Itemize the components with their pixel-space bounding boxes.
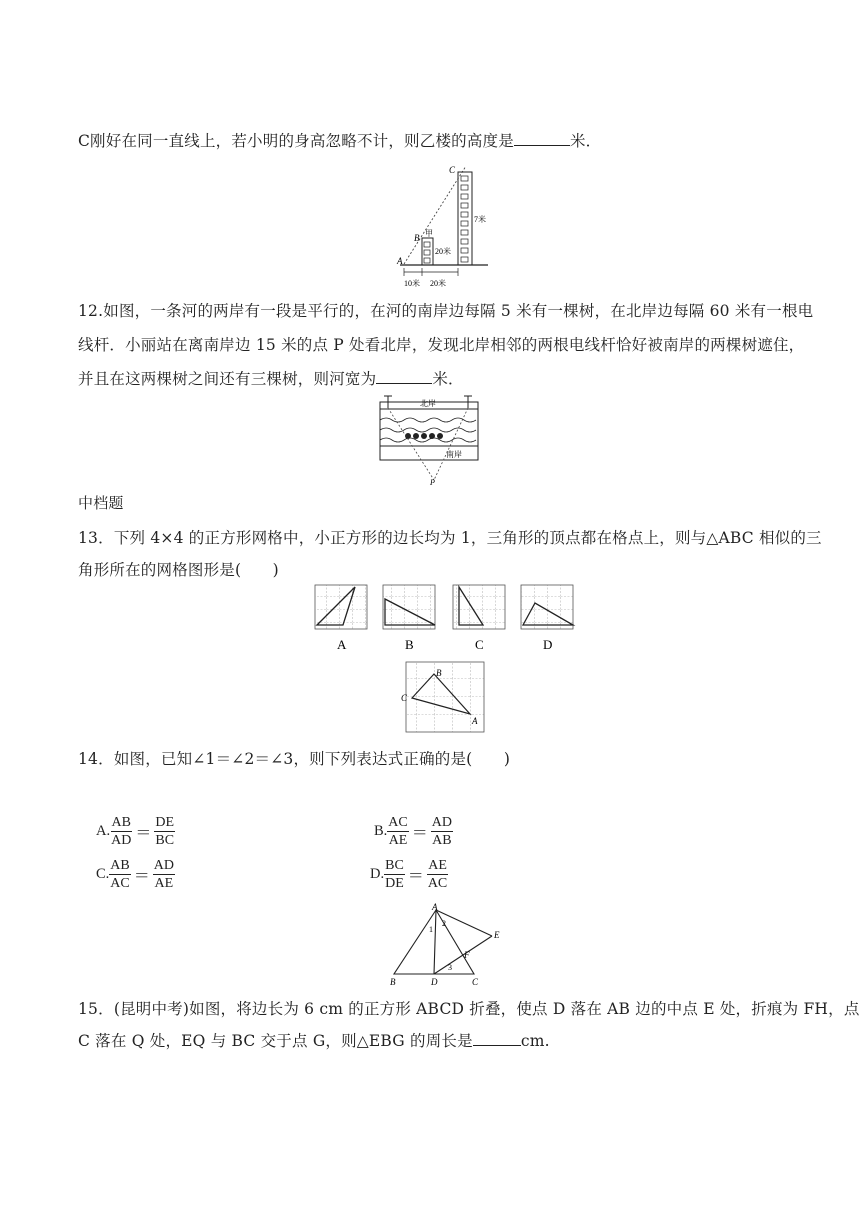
q11-text-line1: C刚好在同一直线上，若小明的身高忽略不计，则乙楼的高度是 米． xyxy=(78,132,602,150)
angle-3: 3 xyxy=(448,963,452,972)
q15-text-line1: 15．(昆明中考)如图，将边长为 6 cm 的正方形 ABCD 折叠，使点 D 落在 AB 边的中点 E 处，折痕为 FH，点 xyxy=(78,1000,860,1018)
q14-figure xyxy=(384,902,506,988)
grid-option-D xyxy=(521,585,573,629)
q11-figure xyxy=(396,158,492,290)
label-D: D xyxy=(431,977,438,987)
answer-blank xyxy=(376,369,432,384)
option-label-B: B xyxy=(405,637,414,652)
q12-text-line2: 线杆．小丽站在离南岸边 15 米的点 P 处看北岸，发现北岸相邻的两根电线杆恰好被南岸的两棵树遮住， xyxy=(78,336,805,354)
label-B: B xyxy=(390,977,396,987)
label-dist1: 10米 xyxy=(404,279,420,288)
label-P: P xyxy=(430,478,435,486)
label-A: A xyxy=(472,716,478,726)
label-E: E xyxy=(494,930,500,940)
label-h-small: 20米 xyxy=(435,247,451,256)
q13-text-line2: 角形所在的网格图形是( ) xyxy=(78,561,279,579)
label-h-big: 7米 xyxy=(474,215,486,224)
q12-figure xyxy=(376,394,482,486)
grid-option-C xyxy=(453,585,505,629)
q13-options-figure xyxy=(313,583,577,653)
label-A: A xyxy=(397,256,403,266)
angle-1: 1 xyxy=(429,925,433,934)
q13-abc-figure xyxy=(398,660,488,734)
angle-2: 2 xyxy=(442,919,446,928)
answer-blank xyxy=(514,131,570,146)
grid-option-B xyxy=(383,585,435,629)
label-B: B xyxy=(436,668,442,678)
label-C: C xyxy=(472,977,479,987)
q15-text-line2: C 落在 Q 处，EQ 与 BC 交于点 G，则△EBG 的周长是 cm. xyxy=(78,1032,550,1050)
option-label-A: A xyxy=(337,637,347,652)
q13-text-line1: 13．下列 4×4 的正方形网格中，小正方形的边长均为 1，三角形的顶点都在格点上，则与△ABC 相似的三 xyxy=(78,529,822,547)
label-dist2: 20米 xyxy=(430,279,446,288)
q14-option-C: C. $\frac{AB}{AC}$ ＝ $\frac{AD}{AE}$ xyxy=(96,858,174,891)
label-B: B xyxy=(414,233,420,243)
label-north: 北岸 xyxy=(420,399,436,408)
answer-blank xyxy=(473,1031,521,1046)
label-A: A xyxy=(432,902,438,912)
q14-option-A: A. $\frac{AB}{AD}$ ＝ $\frac{DE}{BC}$ xyxy=(96,815,175,848)
grid-option-A xyxy=(315,585,367,629)
section-heading: 中档题 xyxy=(78,494,124,512)
label-south: 南岸 xyxy=(446,450,462,459)
option-label-C: C xyxy=(475,637,484,652)
q14-option-B: B. $\frac{AC}{AE}$ ＝ $\frac{AD}{AB}$ xyxy=(374,815,452,848)
q14-text-line1: 14．如图，已知∠1＝∠2＝∠3，则下列表达式正确的是( ) xyxy=(78,750,511,768)
q12-text-line1: 12.如图，一条河的两岸有一段是平行的，在河的南岸边每隔 5 米有一棵树，在北岸边每隔 60 米有一根电 xyxy=(78,302,814,320)
label-C: C xyxy=(401,693,408,703)
label-jia: 甲 xyxy=(425,229,433,238)
q14-option-D: D. $\frac{BC}{DE}$ ＝ $\frac{AE}{AC}$ xyxy=(370,858,448,891)
option-label-D: D xyxy=(543,637,553,652)
label-F: F xyxy=(464,950,470,960)
label-C: C xyxy=(449,165,456,175)
q12-text-line3: 并且在这两棵树之间还有三棵树，则河宽为 米． xyxy=(78,370,464,388)
